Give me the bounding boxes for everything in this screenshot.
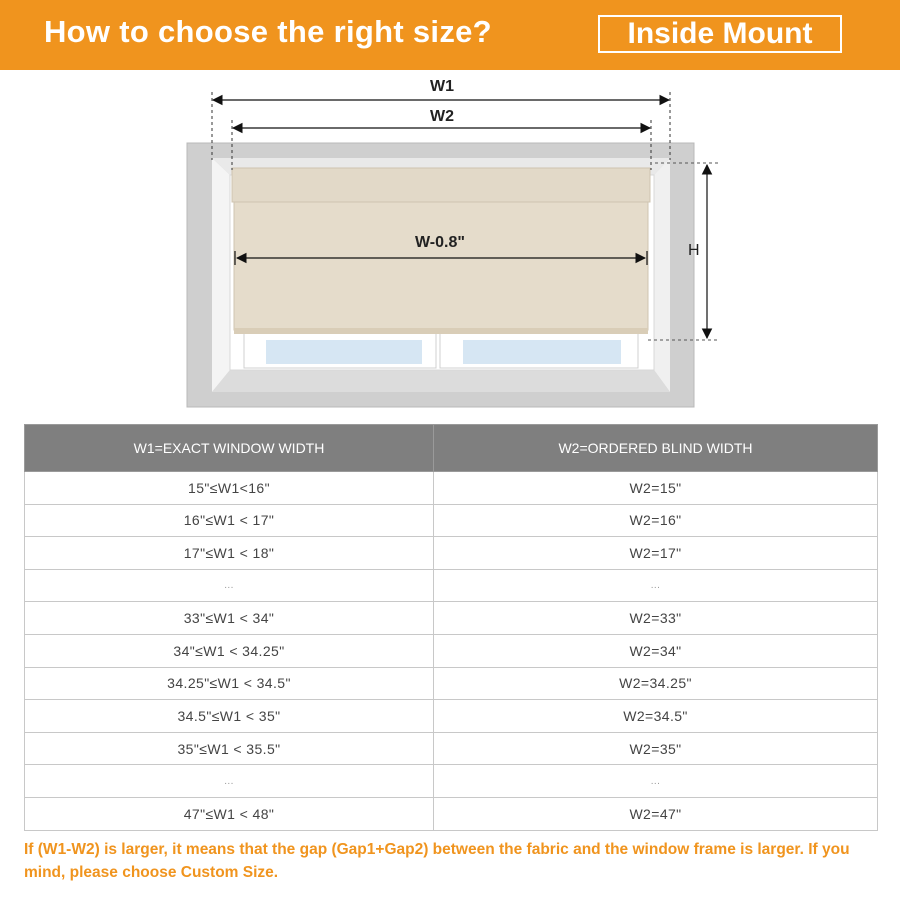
blind-bottom-rail xyxy=(234,328,648,334)
blind-width-cell: W2=15" xyxy=(434,472,878,505)
table-row xyxy=(25,569,878,602)
window-width-cell: 34.25"≤W1 < 34.5" xyxy=(25,667,434,700)
window-width-cell: 17"≤W1 < 18" xyxy=(25,537,434,570)
window-width-cell: 34"≤W1 < 34.25" xyxy=(25,634,434,667)
table-row xyxy=(25,537,878,570)
blind-width-cell: ... xyxy=(434,765,878,798)
table-row xyxy=(25,634,878,667)
table-row xyxy=(25,732,878,765)
page-title: How to choose the right size? xyxy=(44,14,492,49)
header-banner xyxy=(0,0,900,70)
w1-label: W1 xyxy=(430,78,454,95)
blind-width-cell: W2=17" xyxy=(434,537,878,570)
table-row xyxy=(25,700,878,733)
blind-width-cell: W2=47" xyxy=(434,797,878,830)
blind-width-cell: W2=16" xyxy=(434,504,878,537)
blind-headrail xyxy=(232,168,650,202)
table-row xyxy=(25,797,878,830)
blind-width-cell: W2=35" xyxy=(434,732,878,765)
blind-width-cell: W2=34.5" xyxy=(434,700,878,733)
glass-pane-right xyxy=(463,340,621,364)
blind-width-cell: W2=33" xyxy=(434,602,878,635)
blind-width-cell: ... xyxy=(434,569,878,602)
table-row xyxy=(25,472,878,505)
window-width-cell: 35"≤W1 < 35.5" xyxy=(25,732,434,765)
size-diagram xyxy=(0,70,900,415)
frame-right-bevel xyxy=(654,158,670,392)
column-header-blind-width: W2=ORDERED BLIND WIDTH xyxy=(434,425,878,472)
blind-width-cell: W2=34" xyxy=(434,634,878,667)
blind-fabric xyxy=(234,202,648,330)
size-chart-table xyxy=(24,424,878,831)
window-width-cell: 16"≤W1 < 17" xyxy=(25,504,434,537)
window-width-cell: 15"≤W1<16" xyxy=(25,472,434,505)
column-header-window-width: W1=EXACT WINDOW WIDTH xyxy=(25,425,434,472)
table-row xyxy=(25,504,878,537)
table-row xyxy=(25,667,878,700)
table-header-row xyxy=(25,425,878,472)
table-row xyxy=(25,602,878,635)
frame-left-bevel xyxy=(212,158,230,392)
window-width-cell: 33"≤W1 < 34" xyxy=(25,602,434,635)
window-width-cell: ... xyxy=(25,765,434,798)
glass-pane-left xyxy=(266,340,422,364)
w2-label: W2 xyxy=(430,108,454,125)
window-width-cell: ... xyxy=(25,569,434,602)
mount-type-badge: Inside Mount xyxy=(598,15,842,53)
window-width-cell: 34.5"≤W1 < 35" xyxy=(25,700,434,733)
fabric-width-label: W-0.8" xyxy=(415,234,465,251)
frame-bottom-bevel xyxy=(212,370,670,392)
window-width-cell: 47"≤W1 < 48" xyxy=(25,797,434,830)
height-label: H xyxy=(688,242,700,259)
table-row xyxy=(25,765,878,798)
blind-width-cell: W2=34.25" xyxy=(434,667,878,700)
custom-size-note: If (W1-W2) is larger, it means that the gap (Gap1+Gap2) between the fabric and the window frame is larger. If you mind, please choose Custom Size. xyxy=(24,841,850,881)
